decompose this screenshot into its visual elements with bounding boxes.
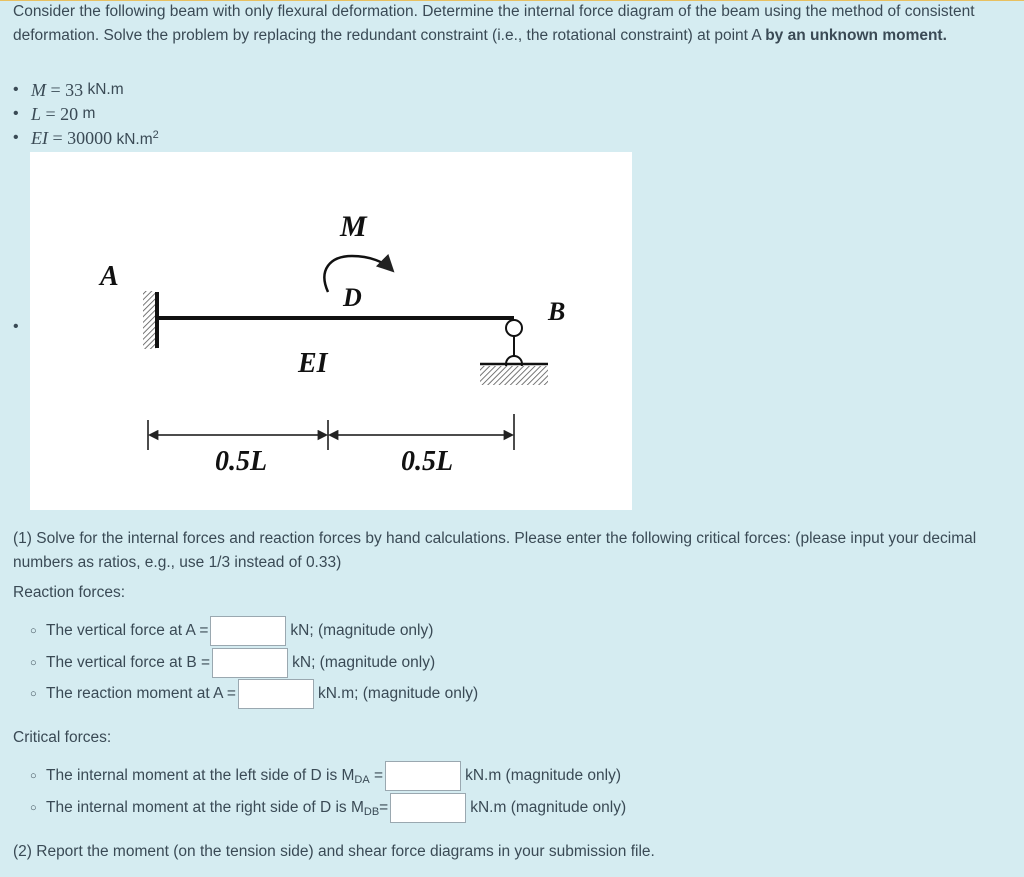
critical-label-eq: = xyxy=(369,766,384,784)
bullet-dot: • xyxy=(13,81,19,98)
label-ei: EI xyxy=(298,348,328,379)
critical-label-text: The internal moment at the left side of D is M xyxy=(46,766,355,784)
moment-mda-input[interactable] xyxy=(385,761,461,791)
problem-statement xyxy=(13,0,1003,48)
critical-forces-heading: Critical forces: xyxy=(13,729,112,746)
reaction-label: The reaction moment at A = xyxy=(46,685,236,702)
critical-label-sub: DA xyxy=(354,773,370,786)
reaction-label: The vertical force at A = xyxy=(46,622,209,639)
critical-unit: kN.m (magnitude only) xyxy=(465,767,621,784)
reaction-moment-a-input[interactable] xyxy=(238,679,314,709)
critical-label-text: The internal moment at the right side of D is M xyxy=(46,798,364,816)
reaction-label: The vertical force at B = xyxy=(46,654,211,671)
bullet-dot: • xyxy=(13,129,19,146)
problem-bold-text: by an unknown moment. xyxy=(765,27,947,44)
bullet-dot: • xyxy=(13,105,19,122)
beam-figure xyxy=(30,152,632,510)
param-moment: • M = 33 kN.m xyxy=(13,80,124,100)
param-stiffness: • EI = 30000 $kN.m^2$ xyxy=(13,126,159,150)
label-d: D xyxy=(343,283,362,312)
bullet-circle: ○ xyxy=(30,802,37,814)
label-a: A xyxy=(100,261,119,292)
reaction-row-b-vertical xyxy=(30,647,435,679)
parameter-list xyxy=(0,78,159,150)
reaction-unit: kN.m; (magnitude only) xyxy=(317,685,479,702)
dim-label-right: 0.5L xyxy=(401,446,454,477)
vertical-force-b-input[interactable] xyxy=(212,648,288,678)
bullet-dot: • xyxy=(13,318,19,335)
param-value: 20 xyxy=(60,104,79,124)
param-unit xyxy=(116,123,158,152)
param-unit: kN.m xyxy=(87,81,124,98)
param-unit: m xyxy=(82,105,96,122)
param-value: 33 xyxy=(65,80,84,100)
vertical-force-a-input[interactable] xyxy=(210,616,286,646)
critical-label xyxy=(46,767,383,786)
beam-diagram xyxy=(30,152,632,510)
reaction-unit: kN; (magnitude only) xyxy=(292,654,436,671)
param-value: 30000 xyxy=(67,128,113,148)
param-unit-sup: 2 xyxy=(152,129,159,142)
label-b: B xyxy=(548,297,566,326)
support-ground-hatch xyxy=(480,366,548,385)
param-symbol: L xyxy=(31,104,42,124)
reaction-unit: kN; (magnitude only) xyxy=(290,622,434,639)
bullet-circle: ○ xyxy=(30,625,37,637)
label-m: M xyxy=(340,210,367,243)
param-length: • L = 20 m xyxy=(13,104,96,124)
critical-unit: kN.m (magnitude only) xyxy=(470,799,627,816)
param-unit-base: kN.m xyxy=(116,131,153,149)
moment-mdb-input[interactable] xyxy=(390,793,466,823)
reaction-forces-heading: Reaction forces: xyxy=(13,584,125,601)
bullet-circle: ○ xyxy=(30,770,37,782)
critical-label-eq: = xyxy=(379,798,389,816)
param-symbol: EI xyxy=(31,128,48,148)
fixed-support-hatch xyxy=(143,291,156,349)
critical-row-mdb xyxy=(30,792,626,824)
dim-label-left: 0.5L xyxy=(215,446,268,477)
reaction-row-a-moment xyxy=(30,678,478,710)
problem-text: Consider the following beam with only flexural deformation. Determine the internal force diagram of the beam using the method of consistent deformation. Solve the problem by replacing the redundant constraint (i.e., the rotational constraint) at point A xyxy=(13,3,975,44)
critical-label-sub: DB xyxy=(363,805,380,818)
reaction-row-a-vertical xyxy=(30,615,433,647)
bullet-circle: ○ xyxy=(30,657,37,669)
question-1-text: (1) Solve for the internal forces and reaction forces by hand calculations. Please enter the following critical forces: (please input your decimal numbers as ratios, e.g., use 1/3 instead of 0.33) xyxy=(13,530,977,571)
bullet-circle: ○ xyxy=(30,688,37,700)
critical-row-mda xyxy=(30,760,621,792)
param-symbol: M xyxy=(31,80,46,100)
support-pin-top xyxy=(506,320,522,336)
question-2-text: (2) Report the moment (on the tension side) and shear force diagrams in your submission file. xyxy=(13,843,655,860)
critical-label xyxy=(46,799,388,818)
